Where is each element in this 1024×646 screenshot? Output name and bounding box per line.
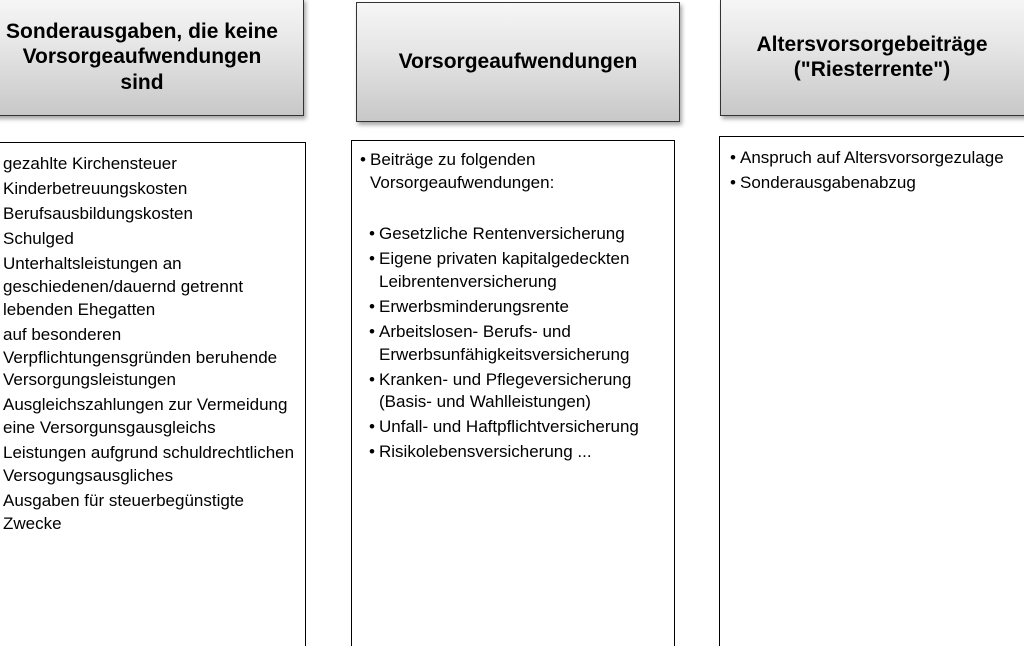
bullet-icon: •: [369, 321, 375, 341]
bullet-icon: •: [369, 248, 375, 268]
list-item: Kinderbetreuungskosten: [3, 178, 188, 198]
bullet-icon: •: [369, 223, 375, 243]
vorsorge-list: [352, 195, 674, 464]
list-item: [369, 416, 664, 439]
bullet-icon: •: [360, 150, 366, 169]
list-item: Leistungen aufgrund schuldrechtlichen Versogungsausgliches: [3, 443, 295, 486]
list-item-text: Eigene privaten kapitalgedeckten Leibrentenversicherung: [379, 248, 630, 291]
list-item-text: Anspruch auf Altersvorsorgezulage: [740, 148, 1004, 167]
intro-text: Beiträge zu folgenden Vorsorgeaufwendungen:: [370, 150, 555, 192]
sonderausgaben-list: [0, 143, 305, 536]
header-vorsorgeaufwendungen: [356, 2, 680, 122]
list-item: Schulged: [3, 228, 74, 248]
header-line: sind: [120, 70, 164, 94]
list-item: [730, 147, 1024, 170]
intro-item: [352, 141, 674, 195]
list-item: Ausgleichszahlungen zur Vermeidung eine Versorgunsgausgleichs: [3, 395, 288, 438]
list-item-text: Arbeitslosen- Berufs- und Erwerbsunfähigkeitsversicherung: [379, 321, 630, 364]
list-item: [369, 223, 664, 246]
altersvorsorge-list: [720, 137, 1024, 195]
list-item-text: Sonderausgabenabzug: [740, 172, 916, 192]
list-item: [369, 248, 664, 294]
list-item: [369, 441, 664, 464]
list-item: Berufsausbildungskosten: [3, 203, 193, 223]
list-item-text: Gesetzliche Rentenversicherung: [379, 223, 625, 243]
list-item: [730, 172, 1024, 195]
header-line: Sonderausgaben, die keine: [6, 20, 278, 44]
list-item-text: Kranken- und Pflegeversicherung (Basis- und Wahlleistungen): [379, 369, 632, 412]
bullet-icon: •: [730, 148, 736, 167]
box-vorsorgeaufwendungen: [351, 140, 675, 646]
bullet-icon: •: [369, 417, 375, 437]
header-line: Vorsorgeaufwendungen: [398, 50, 638, 74]
list-item: Unterhaltsleistungen an geschiedenen/dauernd getrennt lebenden Ehegatten: [3, 253, 244, 319]
list-item: [369, 369, 664, 415]
bullet-icon: •: [730, 172, 736, 192]
list-item: auf besonderen Verpflichtungensgründen beruhende Versorgungsleistungen: [3, 324, 278, 390]
bullet-icon: •: [369, 369, 375, 389]
list-item-text: Erwerbsminderungsrente: [379, 296, 569, 316]
header-line: Altersvorsorgebeiträge: [756, 32, 988, 56]
list-item-text: Unfall- und Haftpflichtversicherung: [379, 417, 639, 437]
box-sonderausgaben: [0, 142, 306, 646]
header-sonderausgaben: [0, 0, 304, 116]
list-item: [369, 296, 664, 319]
list-item-text: Risikolebensversicherung ...: [379, 442, 592, 462]
header-line: Vorsorgeaufwendungen: [22, 45, 262, 69]
header-line: ("Riesterrente"): [793, 58, 951, 81]
header-altersvorsorge: [720, 0, 1024, 116]
box-altersvorsorge: [719, 136, 1024, 646]
bullet-icon: •: [369, 296, 375, 316]
bullet-icon: •: [369, 442, 375, 462]
list-item: [369, 321, 664, 367]
list-item: Ausgaben für steuerbegünstigte Zwecke: [3, 491, 245, 534]
list-item: gezahlte Kirchensteuer: [3, 154, 177, 173]
